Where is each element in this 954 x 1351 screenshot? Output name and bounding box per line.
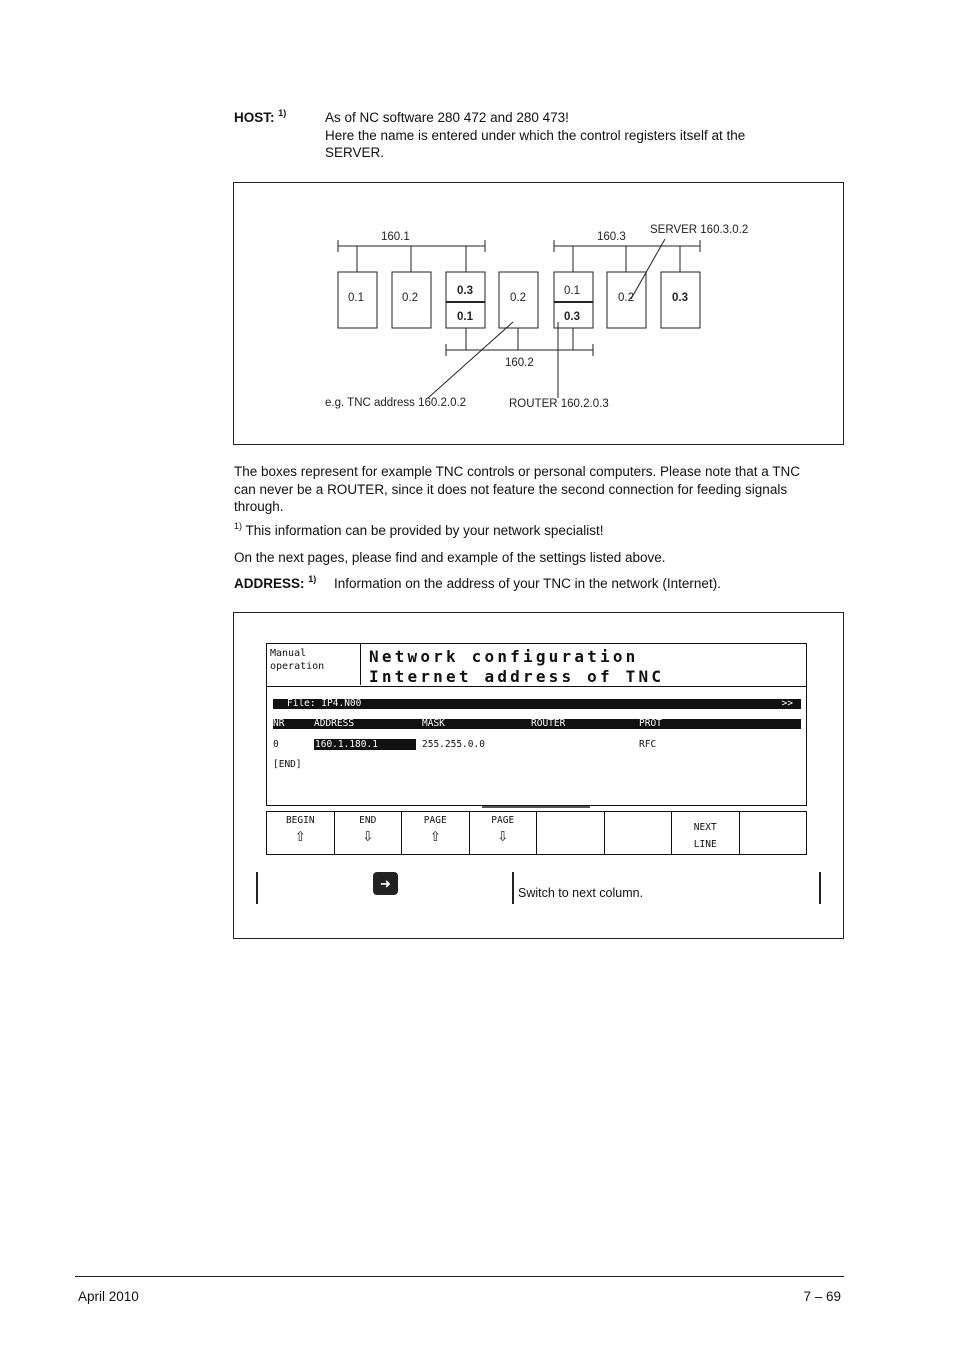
col-prot: PROT: [639, 718, 662, 729]
column-header-bar: [273, 719, 801, 729]
footnote-paragraph: $^{1)}$ This information can be provided by your network specialist!: [234, 521, 604, 538]
end-marker: [END]: [273, 759, 302, 770]
footer-page-number: 7 – 69: [803, 1289, 841, 1304]
key-hint-text: Switch to next column.: [518, 886, 644, 900]
softkey-page-up[interactable]: PAGE ⇧: [402, 812, 470, 854]
box-label: 0.1: [457, 311, 473, 323]
arrow-up-icon: ⇧: [429, 825, 441, 846]
box-label: 0.3: [672, 292, 688, 304]
screen-table-area: [266, 687, 807, 806]
softkey-empty[interactable]: [605, 812, 673, 854]
host-text: As of NC software 280 472 and 280 473! Here the name is entered under which the control registers itself at the SERVER.: [325, 110, 746, 160]
scroll-indicator: [482, 806, 590, 808]
tnc-screen: [266, 643, 807, 856]
footer-date: April 2010: [78, 1289, 139, 1304]
arrow-down-icon: ⇩: [362, 825, 374, 846]
softkey-row: [266, 811, 807, 855]
col-router: ROUTER: [531, 718, 566, 729]
softkey-next-line[interactable]: NEXT LINE: [672, 812, 740, 854]
hint-divider: [512, 872, 514, 904]
footer-rule: [75, 1276, 844, 1277]
address-footnote: 1): [308, 574, 317, 584]
address-label: ADDRESS: $^{1)}$: [234, 574, 317, 591]
file-bar: File: IP4.N00 >>: [273, 699, 801, 709]
col-nr: NR: [273, 718, 285, 729]
net-160-2-label: 160.2: [505, 357, 534, 369]
next-pages-paragraph: On the next pages, please find and example of the settings listed above.: [234, 550, 666, 565]
host-label: HOST: $^{1)}$: [234, 108, 287, 125]
network-diagram: [233, 182, 844, 445]
selected-address-cell[interactable]: 160.1.180.1: [314, 739, 416, 750]
router-label: ROUTER 160.2.0.3: [509, 398, 609, 410]
screen-header: [266, 643, 807, 687]
softkey-end[interactable]: END ⇩: [335, 812, 403, 854]
arrow-right-key-icon: ➜: [373, 872, 398, 895]
address-text: Information on the address of your TNC in the network (Internet).: [334, 576, 721, 591]
hint-right-bar: [819, 872, 821, 904]
box-label: 0.1: [348, 292, 364, 304]
box-label: 0.3: [564, 311, 580, 323]
box-label: 0.1: [564, 285, 580, 297]
softkey-page-down[interactable]: PAGE ⇩: [470, 812, 538, 854]
host-footnote: 1): [278, 108, 287, 118]
table-row[interactable]: 0 160.1.180.1 255.255.0.0 RFC: [273, 739, 657, 750]
arrow-down-icon: ⇩: [497, 825, 509, 846]
box-label: 0.3: [457, 285, 473, 297]
screen-title-line2: Internet address of TNC: [369, 667, 665, 686]
softkey-empty[interactable]: [537, 812, 605, 854]
col-address: ADDRESS: [314, 718, 355, 729]
box-label: 0.2: [618, 292, 634, 304]
boxes-paragraph: The boxes represent for example TNC controls or personal computers. Please note that a TNC can never be a ROUTER, since it does not feature the second connection for feeding signals through.: [234, 464, 801, 514]
softkey-begin[interactable]: BEGIN ⇧: [267, 812, 335, 854]
softkey-empty[interactable]: [740, 812, 807, 854]
box-label: 0.2: [510, 292, 526, 304]
hint-left-bar: [256, 872, 258, 904]
tnc-address-label: e.g. TNC address 160.2.0.2: [325, 397, 467, 409]
net-160-3-label: 160.3: [597, 231, 626, 243]
net-160-1-label: 160.1: [381, 231, 410, 243]
box-label: 0.2: [402, 292, 418, 304]
screen-title-line1: Network configuration: [369, 647, 639, 666]
arrow-up-icon: ⇧: [294, 825, 306, 846]
col-mask: MASK: [422, 718, 445, 729]
mode-box: Manual operation: [267, 644, 361, 685]
server-label: SERVER 160.3.0.2: [650, 224, 749, 236]
